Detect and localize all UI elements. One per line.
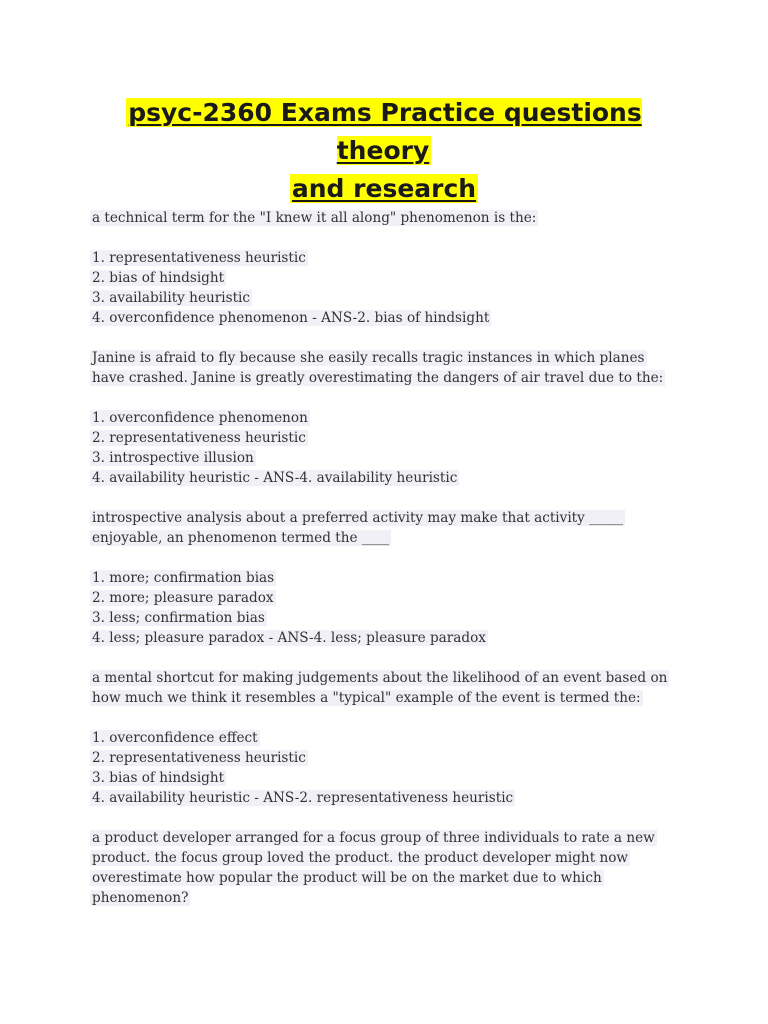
title-line-1: psyc-2360 Exams Practice questions theory [128, 98, 642, 165]
option-with-answer: 4. availability heuristic - ANS-4. availability heuristic [92, 470, 458, 486]
option-with-answer: 4. availability heuristic - ANS-2. representativeness heuristic [92, 790, 514, 806]
question-text-line: product. the focus group loved the product. the product developer might now [92, 850, 629, 866]
question-1-options [90, 248, 690, 328]
question-text-line: enjoyable, an phenomenon termed the ____ [92, 530, 390, 546]
question-2-options [90, 408, 690, 488]
option: 1. representativeness heuristic [92, 250, 306, 266]
option: 3. less; confirmation bias [92, 610, 265, 626]
option: 2. bias of hindsight [92, 270, 225, 286]
question-3 [90, 508, 690, 548]
question-2 [90, 348, 690, 388]
question-3-options [90, 568, 690, 648]
option: 2. more; pleasure paradox [92, 590, 274, 606]
question-text-line: introspective analysis about a preferred activity may make that activity _____ [92, 510, 624, 526]
question-5 [90, 828, 690, 908]
document-title [84, 94, 684, 208]
option: 2. representativeness heuristic [92, 430, 306, 446]
question-text-line: have crashed. Janine is greatly overestimating the dangers of air travel due to the: [92, 370, 664, 386]
title-line-2: and research [291, 174, 477, 203]
question-text-line: phenomenon? [92, 890, 189, 906]
question-text-line: a mental shortcut for making judgements about the likelihood of an event based on [92, 670, 668, 686]
option: 2. representativeness heuristic [92, 750, 306, 766]
option-with-answer: 4. less; pleasure paradox - ANS-4. less; pleasure paradox [92, 630, 486, 646]
option: 3. bias of hindsight [92, 770, 225, 786]
option: 3. availability heuristic [92, 290, 250, 306]
question-text-line: overestimate how popular the product will be on the market due to which [92, 870, 602, 886]
question-text-line: a product developer arranged for a focus group of three individuals to rate a new [92, 830, 655, 846]
option: 1. overconfidence effect [92, 730, 258, 746]
option: 1. overconfidence phenomenon [92, 410, 308, 426]
question-text-line: a technical term for the "I knew it all along" phenomenon is the: [92, 210, 537, 226]
option: 1. more; confirmation bias [92, 570, 275, 586]
question-4 [90, 668, 690, 708]
option: 3. introspective illusion [92, 450, 254, 466]
document-body [90, 208, 690, 928]
option-with-answer: 4. overconfidence phenomenon - ANS-2. bias of hindsight [92, 310, 490, 326]
question-4-options [90, 728, 690, 808]
question-text-line: how much we think it resembles a "typical" example of the event is termed the: [92, 690, 641, 706]
question-text-line: Janine is afraid to fly because she easily recalls tragic instances in which planes [92, 350, 645, 366]
question-1 [90, 208, 690, 228]
